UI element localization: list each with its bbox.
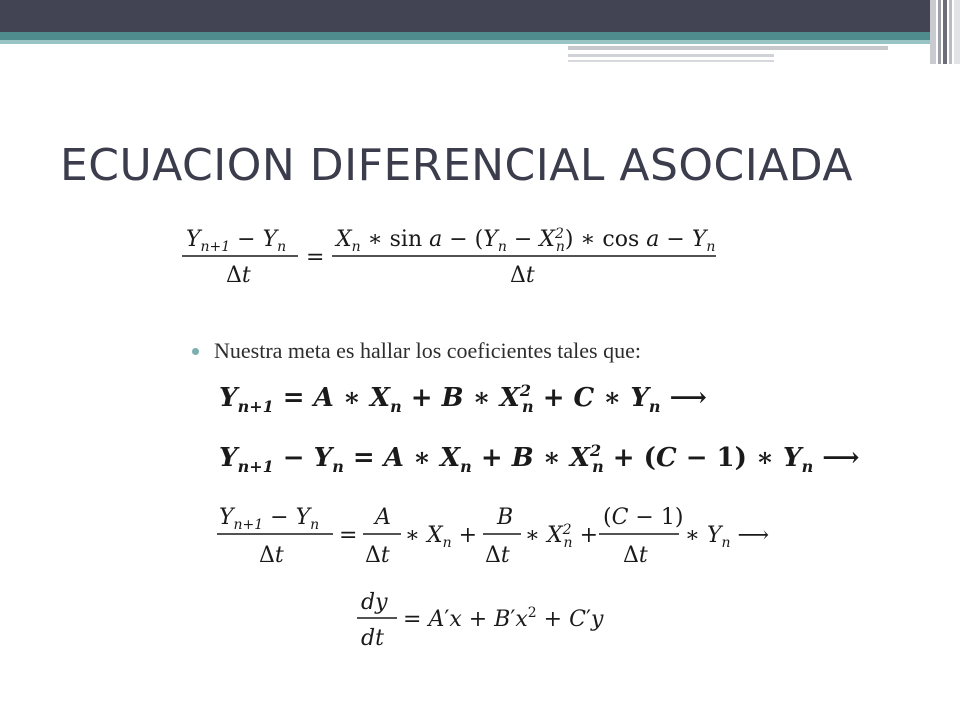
bullet-text: Nuestra meta es hallar los coeficientes tales que: [214, 338, 641, 363]
bullet-dot [192, 348, 199, 355]
eq4-rhs: = $A'x + B'x^2 + C'y$ [403, 605, 604, 632]
eq3-lhs-denominator: Δt [259, 543, 284, 568]
eq0-lhs-denominator: Δt [226, 263, 251, 288]
rearranged-equation [215, 436, 895, 482]
eq2-text: $Y_{n+1} - Y_n = A$ ∗ $X_n + B$ ∗ $X^2$ n + (C − 1) ∗ $Y_n$ ⟶ [219, 441, 860, 476]
eq0-lhs-numerator: $Y_{n+1} - Y_n$ [186, 227, 287, 255]
header-accent-band-light [0, 40, 930, 44]
eq1-text: $Y_{n+1} = A$ ∗ $X_n + B$ ∗ $X^2$ n + C ∗ $Y_n$ ⟶ [219, 381, 707, 416]
eq3-t3-after: ∗ $Y_n$ ⟶ [685, 523, 770, 551]
eq3-t2-denominator: Δt [485, 543, 510, 568]
eq3-t2-numerator: B [497, 505, 514, 530]
header-rule [568, 60, 774, 62]
eq4-lhs-numerator: dy [361, 590, 388, 615]
eq3-t1-after: ∗ $X_n$ + [405, 523, 478, 551]
header-bar [0, 0, 930, 32]
header-rule [568, 46, 888, 50]
recurrence-equation [215, 376, 735, 422]
differential-equation [355, 585, 655, 655]
fraction-equation [215, 500, 795, 572]
eq0-rhs-numerator: $X_n$ ∗ $\sin a - (Y_n - X^2$ n) ∗ $\cos a - Y_n$ [336, 226, 716, 255]
header-accent-band [0, 32, 930, 40]
difference-equation [180, 222, 740, 292]
eq3-t1-denominator: Δt [365, 543, 390, 568]
header-rule [568, 54, 774, 57]
eq3-t3-numerator: (C − 1) [603, 505, 684, 530]
slide-title: ECUACION DIFERENCIAL ASOCIADA [60, 140, 854, 191]
header-corner-stripes [930, 0, 960, 64]
eq0-equals: = [306, 245, 325, 270]
eq3-t2-after: ∗ $X^2$ n + [525, 522, 599, 551]
eq3-lhs-numerator: $Y_{n+1} - Y_n$ [219, 505, 320, 533]
eq3-t3-denominator: Δt [623, 543, 648, 568]
svg-text:=: = [339, 523, 358, 548]
eq3-t1-numerator: A [375, 505, 391, 530]
eq4-lhs-denominator: dt [361, 626, 384, 651]
eq0-rhs-denominator: Δt [510, 263, 535, 288]
